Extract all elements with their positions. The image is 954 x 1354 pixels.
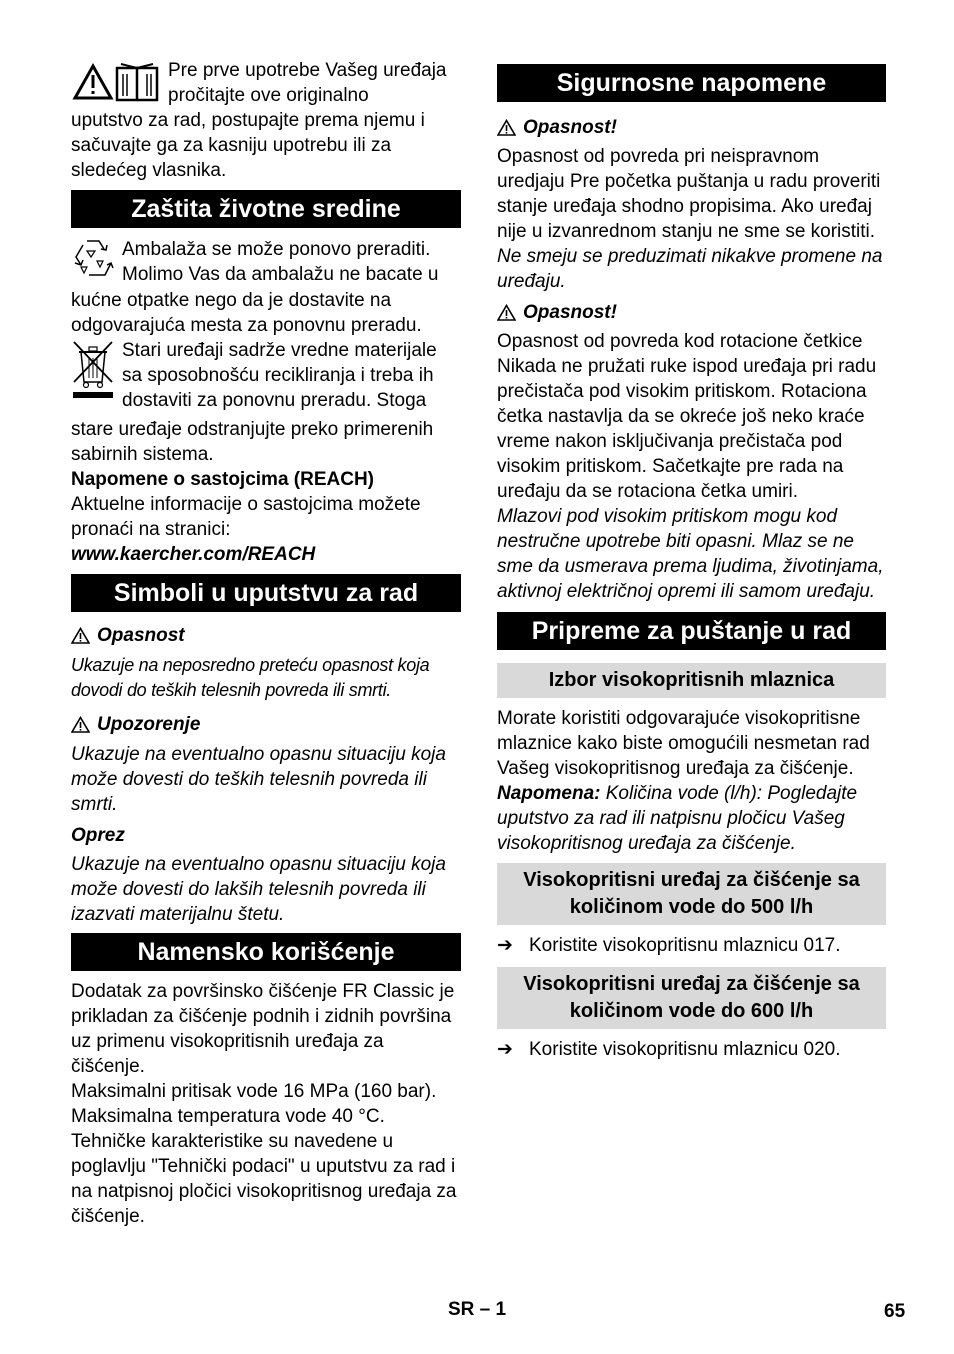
danger-label-row <box>71 623 461 648</box>
danger1-label-row <box>497 115 886 140</box>
right-column <box>497 64 886 1062</box>
sub500-heading: Visokopritisni uređaj za čišćenje sa količinom vode do 500 l/h <box>497 863 886 925</box>
danger1-text: Opasnost od povreda pri neispravnom uredjaju Pre početka puštanja u radu proveriti stanje uređaja shodno propisima. Ako uređaj nije u izvanrednom stanju ne sme se koristiti. <box>497 146 881 242</box>
warning-triangle-icon <box>71 716 90 733</box>
danger2-label: Opasnost! <box>523 302 617 323</box>
usage-p2: Maksimalni pritisak vode 16 MPa (160 bar). <box>71 1081 437 1102</box>
env-recycle-block <box>71 237 461 288</box>
danger-label: Opasnost <box>97 625 185 646</box>
sub600-heading: Visokopritisni uređaj za čišćenje sa količinom vode do 600 l/h <box>497 967 886 1029</box>
warning-manual-icon <box>71 58 163 104</box>
warning-triangle-icon <box>71 627 90 644</box>
symbols-heading: Simboli u uputstvu za rad <box>71 574 461 612</box>
intro-text-rest: uputstvo za rad, postupajte prema njemu i sačuvajte ga za kasniju upotrebu ili za sledećeg vlasnika. <box>71 110 425 181</box>
usage-p3: Maksimalna temperatura vode 40 °C. <box>71 1106 385 1127</box>
env-old-first: Stari uređaji sadrže vredne materijale sa sposobnošću recikliranja i treba ih dostaviti za ponovnu preradu. Stoga <box>122 340 437 411</box>
env-heading: Zaštita životne sredine <box>71 190 461 228</box>
env-recycle-rest: kućne otpatke nego da je dostavite na odgovarajuća mesta za ponovnu preradu. <box>71 290 422 336</box>
env-old-block <box>71 338 461 417</box>
usage-heading: Namensko korišćenje <box>71 933 461 971</box>
danger2-label-row <box>497 300 886 325</box>
note-label: Napomena: <box>497 783 601 804</box>
caution-text: Ukazuje na eventualno opasnu situaciju koja može dovesti do lakših telesnih povreda ili izazvati materijalnu štetu. <box>71 854 446 925</box>
danger1-label: Opasnost! <box>523 117 617 138</box>
intro-block <box>71 58 461 108</box>
warning-label-row <box>71 712 461 737</box>
right-arrow-icon: ➔ <box>497 935 513 956</box>
sub500-item: Koristite visokopritisnu mlaznicu 017. <box>529 935 841 956</box>
sub600-list-item <box>497 1037 886 1062</box>
env-old-rest: stare uređaje odstranjujte preko primerenih sabirnih sistema. <box>71 419 434 465</box>
footer-page-number: 65 <box>884 1301 906 1322</box>
nozzle-text: Morate koristiti odgovarajuće visokopritisne mlaznice kako biste omogućili nesmetan rad Vašeg visokopritisnog uređaja za čišćenje. <box>497 708 870 779</box>
warning-text: Ukazuje na eventualno opasnu situaciju koja može dovesti do teških telesnih povreda ili smrti. <box>71 744 446 815</box>
note-paragraph <box>497 781 886 856</box>
danger1-italic: Ne smeju se preduzimati nikakve promene na uređaju. <box>497 246 883 292</box>
warning-triangle-icon <box>497 304 516 321</box>
sub500-list-item <box>497 933 886 958</box>
left-column <box>71 58 461 1229</box>
right-arrow-icon: ➔ <box>497 1039 513 1060</box>
prep-heading: Pripreme za puštanje u rad <box>497 612 886 650</box>
footer-section: SR – 1 <box>448 1299 507 1320</box>
sub600-item: Koristite visokopritisnu mlaznicu 020. <box>529 1039 841 1060</box>
usage-p1: Dodatak za površinsko čišćenje FR Classic je prikladan za čišćenje podnih i zidnih površina uz primenu visokopritisnih uređaja za čišćenje. <box>71 981 455 1077</box>
note-text: Količina vode (l/h): Pogledajte uputstvo za rad ili natpisnu pločicu Vašeg visokopritisnog uređaja za čišćenje. <box>497 783 858 854</box>
intro-icons <box>71 58 168 104</box>
crossed-bin-icon <box>71 338 115 410</box>
safety-heading: Sigurnosne napomene <box>497 64 886 102</box>
danger-text: Ukazuje na neposredno preteću opasnost koja dovodi do teških telesnih povreda ili smrti. <box>71 655 430 700</box>
warning-label: Upozorenje <box>97 714 201 735</box>
weee-icon-box <box>71 338 122 417</box>
usage-p4: Tehničke karakteristike su navedene u poglavlju "Tehnički podaci" u uputstvu za rad i na natpisnoj pločici visokopritisnog uređaja za čišćenje. <box>71 1131 457 1227</box>
env-recycle-first: Ambalaža se može ponovo preraditi. Molimo Vas da ambalažu ne bacate u <box>122 239 439 285</box>
reach-link[interactable]: www.kaercher.com/REACH <box>71 544 316 565</box>
reach-title: Napomene o sastojcima (REACH) <box>71 469 375 490</box>
nozzle-heading: Izbor visokopritisnih mlaznica <box>497 663 886 698</box>
danger2-text: Opasnost od povreda kod rotacione četkice Nikada ne pružati ruke ispod uređaja pri radu prečistača pod visokim pritiskom. Rotaciona četka nastavlja da se okreće još neko kraće vreme nakon isključivanja prečistača pod visokim pritiskom. Sačetkajte pre rada na uređaju da se rotaciona četka umiri. <box>497 331 877 502</box>
recycle-icon-box <box>71 237 122 288</box>
intro-text-first: Pre prve upotrebe Vašeg uređaja pročitajte ove originalno <box>168 60 447 106</box>
reach-text: Aktuelne informacije o sastojcima možete pronaći na stranici: <box>71 494 421 540</box>
warning-triangle-icon <box>497 119 516 136</box>
danger2-italic: Mlazovi pod visokim pritiskom mogu kod nestručne upotrebe biti opasni. Mlaz se ne sme da usmerava prema ljudima, životinjama, aktivnoj električnoj opremi ili samom uređaju. <box>497 506 884 602</box>
recycle-icon <box>71 237 115 281</box>
caution-label: Oprez <box>71 825 125 846</box>
